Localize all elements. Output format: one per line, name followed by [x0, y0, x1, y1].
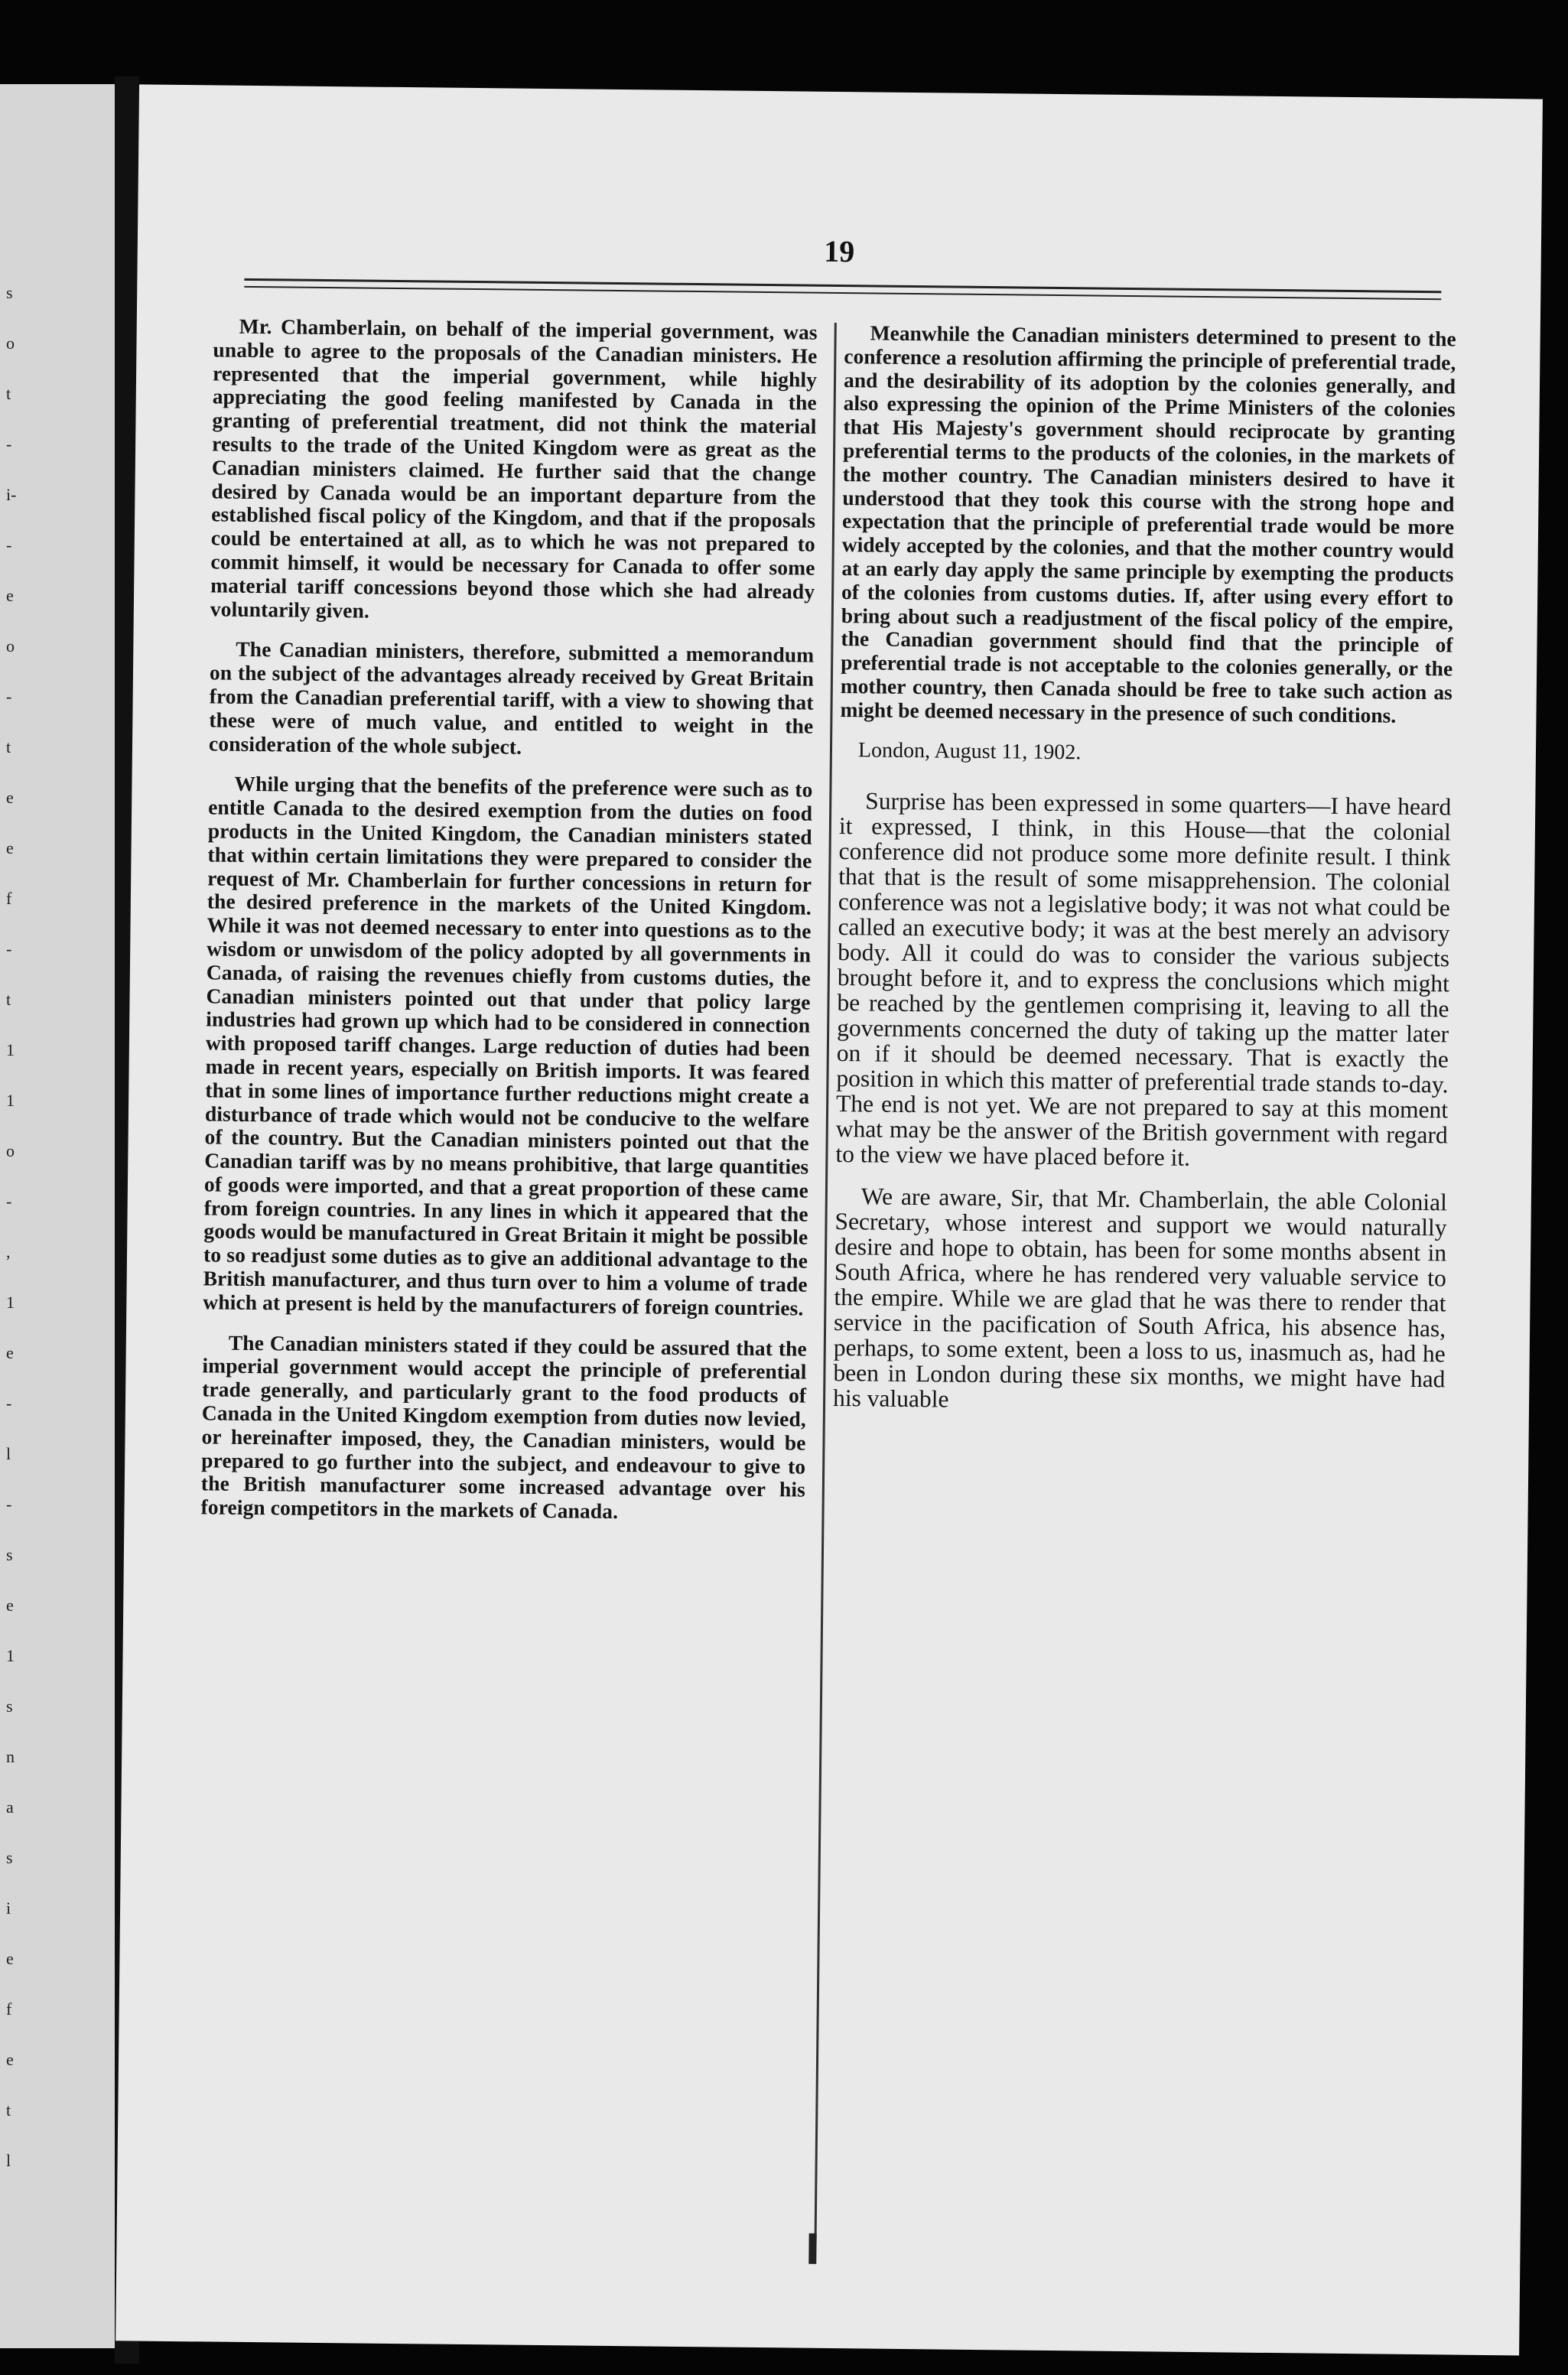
facing-page-letter: 1	[6, 1091, 15, 1110]
speech-paragraph: We are aware, Sir, that Mr. Chamberlain, the able Colonial Secretary, whose interest and support we would naturally desire and hope to obtain, has been for some months absent in South Africa, where he has rendered very valuable service to the empire. While we are glad that he was there to render that service in the pacification of South Africa, his absence has, perhaps, to some extent, been a loss to us, inasmuch as, had he been in London during these six months, we might have had his valuable	[832, 1183, 1448, 1413]
facing-page-letter: i	[6, 1898, 11, 1918]
facing-page-letter: e	[6, 838, 14, 857]
facing-page-letter: 1	[6, 1646, 15, 1665]
facing-page-letter: -	[6, 939, 12, 958]
speech-paragraph: Surprise has been expressed in some quarters—I have heard it expressed, I think, in this House—that the colonial conference did not produce some more definite result. I think that that is the result of some misapprehension. The colonial conference was not a legislative body; it was not what could be called an executive body; it was at the best merely an advisory body. All it could do was to consider the various subjects brought before it, and to express the conclusions which might be reached by the gentlemen comprising it, leaving to all the governments concerned the duty of taking up the matter later on if it should be deemed necessary. That is exactly the position in which this matter of preferential trade stands to-day. The end is not yet. We are not prepared to say at this moment what may be the answer of the British government with regard to the view we have placed before it.	[835, 787, 1452, 1172]
facing-page-letter: f	[6, 1999, 12, 2019]
facing-page-letter: o	[6, 1141, 15, 1160]
facing-page-letter: t	[6, 990, 11, 1009]
facing-page-letter: e	[6, 586, 14, 605]
facing-page-letter: i-	[6, 485, 17, 504]
paragraph: While urging that the benefits of the preference were such as to entitle Canada to the desired exemption from the duties on food products in the United Kingdom, the Canadian ministers stated that within certain limitations they were prepared to consider the request of Mr. Chamberlain for further concessions in return for the desired preference in the markets of the United Kingdom. While it was not deemed necessary to enter into questions as to the wisdom or unwisdom of the policy adopted by all governments in Canada, of raising the revenues chiefly from customs duties, the Canadian ministers pointed out that under that policy large industries had grown up which had to be considered in connection with proposed tariff changes. Large reduction of duties had been made in recent years, especially on British imports. It was feared that in some lines of importance further reductions might create a disturbance of trade which would not be conducive to the welfare of the country. But the Canadian ministers pointed out that the Canadian tariff was by no means prohibitive, that large quantities of goods were imported, and that a great proportion of these came from foreign countries. In any lines in which it appeared that the goods would be manufactured in Great Britain it might be possible to so readjust some duties as to give an additional advantage to the British manufacturer, and thus turn over to him a volume of trade which at present is held by the manufacturers of foreign countries.	[203, 772, 813, 1320]
facing-page-letter: s	[6, 1848, 13, 1867]
facing-page-letter: e	[6, 1596, 14, 1615]
header-rule-bottom	[244, 286, 1441, 300]
facing-page-letter: t	[6, 384, 11, 403]
facing-page-letter: -	[6, 1495, 12, 1514]
facing-page-letter: f	[6, 889, 12, 908]
paragraph: The Canadian ministers, therefore, submitted a memorandum on the subject of the advantages already received by Great Britain from the Canadian preferential tariff, with a view to showing that these were of much value, and entitled to weight in the consideration of the whole subject.	[208, 637, 815, 759]
facing-page-letter: 1	[6, 1040, 15, 1059]
facing-page-letter: -	[6, 1394, 12, 1413]
facing-page-letter: n	[6, 1747, 15, 1766]
facing-page-letter: -	[6, 434, 12, 454]
column-divider-end	[808, 2233, 816, 2264]
facing-page-letter: o	[6, 636, 15, 656]
facing-page-letter: e	[6, 1343, 14, 1362]
facing-page-letter: t	[6, 2100, 11, 2120]
facing-page-letter: e	[6, 1949, 14, 1968]
header-rule-top	[244, 278, 1441, 293]
facing-page-letter: s	[6, 283, 13, 302]
dateline: London, August 11, 1902.	[857, 737, 1082, 764]
page	[115, 84, 1543, 2355]
facing-page-letter: ,	[6, 1242, 11, 1261]
column-divider	[815, 323, 837, 2243]
facing-page-letter: l	[6, 1444, 11, 1463]
facing-page-letter: o	[6, 333, 15, 353]
facing-page-letter: 1	[6, 1293, 15, 1312]
right-column	[833, 321, 1456, 1434]
paragraph: Mr. Chamberlain, on behalf of the imperial government, was unable to agree to the proposals of the Canadian ministers. He represented that the imperial government, while highly appreciating the good feeling manifested by Canada in the granting of preferential treatment, did not think the material results to the trade of the United Kingdom were as great as the Canadian ministers claimed. He further said that the change desired by Canada would be an important departure from the established fiscal policy of the Kingdom, and that if the proposals could be entertained at all, as to which he was not prepared to commit himself, it would be necessary for Canada to offer some material tariff concessions beyond those which she had already voluntarily given.	[210, 314, 818, 623]
facing-page-letter: -	[6, 687, 12, 706]
facing-page-edge	[0, 84, 115, 2348]
facing-page-letter: e	[6, 2050, 14, 2069]
facing-page-letter: l	[6, 2151, 11, 2170]
resolution-paragraph: Meanwhile the Canadian ministers determined to present to the conference a resolution affirming the principle of preferential trade, and the desirability of its adoption by the colonies generally, and also expressing the opinion of the Prime Ministers of the colonies that His Majesty's government should reciprocate by granting preferential terms to the products of the colonies, in the markets of the mother country. The Canadian ministers desired to have it understood that they took this course with the strong hope and expectation that the principle of preferential trade would be more widely accepted by the colonies, and that the mother country would at an early day apply the same principle by exempting the products of the colonies from customs duties. If, after using every effort to bring about such a readjustment of the fiscal policy of the empire, the Canadian government should find that the principle of preferential trade is not acceptable to the colonies generally, or the mother country, then Canada should be free to take such action as might be deemed necessary in the presence of such conditions.	[840, 320, 1456, 727]
left-column	[200, 314, 818, 1542]
page-number: 19	[824, 233, 855, 269]
facing-page-letter: s	[6, 1697, 13, 1716]
facing-page-letter: e	[6, 788, 14, 807]
facing-page-letter: a	[6, 1798, 14, 1817]
facing-page-letter: -	[6, 1192, 12, 1211]
facing-page-letter: -	[6, 535, 12, 555]
facing-page-letter: s	[6, 1545, 13, 1564]
facing-page-letter: t	[6, 737, 11, 756]
paragraph: The Canadian ministers stated if they could be assured that the imperial government would accept the principle of preferential trade generally, and particularly grant to the food products of Canada in the United Kingdom exemption from duties now levied, or hereinafter imposed, they, the Canadian ministers, would be prepared to go further into the subject, and endeavour to give to the British manufacturer some increased advantage over his foreign competitors in the markets of Canada.	[200, 1330, 807, 1524]
